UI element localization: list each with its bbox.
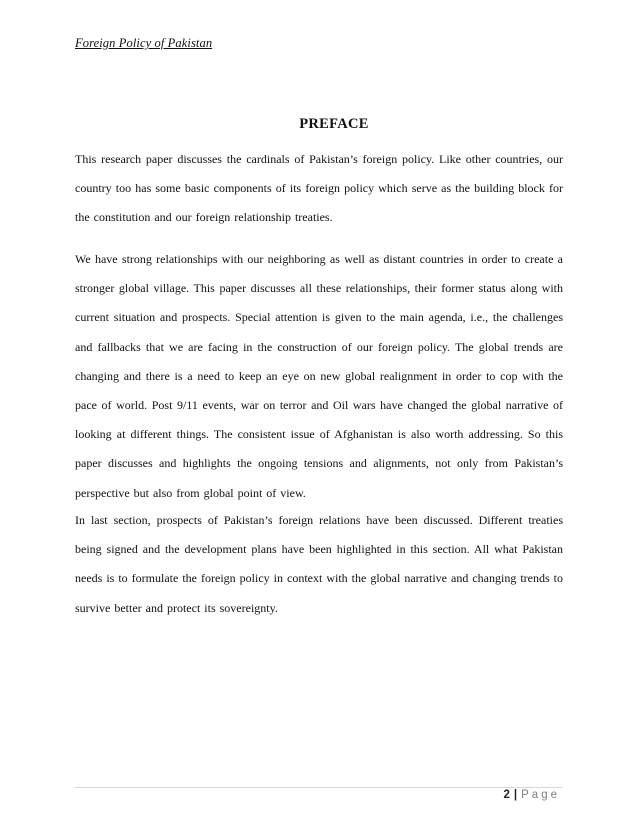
page-word: Page	[521, 789, 560, 801]
paragraph-3: In last section, prospects of Pakistan’s foreign relations have been discussed. Different treaties being signed and the development plans have been highlighted in this section. All what Pakistan needs is to formulate the foreign policy in context with the global narrative and changing trends to survive better and protect its sovereignty.	[75, 513, 563, 615]
paragraph-1: This research paper discusses the cardinals of Pakistan’s foreign policy. Like other countries, our country too has some basic components of its foreign policy which serve as the building block for the constitution and our foreign relationship treaties.	[75, 152, 563, 225]
page-separator: |	[513, 789, 518, 801]
page-heading: PREFACE	[299, 116, 369, 132]
footer-divider	[75, 787, 563, 788]
page-number-footer	[504, 789, 560, 801]
page-number: 2	[503, 789, 510, 801]
running-header-title: Foreign Policy of Pakistan	[75, 36, 213, 50]
paragraph-2: We have strong relationships with our neighboring as well as distant countries in order to create a stronger global village. This paper discusses all these relationships, their former status along with current situation and prospects. Special attention is given to the main agenda, i.e., the challenges and fallbacks that we are facing in the construction of our foreign policy. The global trends are changing and there is a need to keep an eye on new global realignment in order to cop with the pace of world. Post 9/11 events, war on terror and Oil wars have changed the global narrative of looking at different things. The consistent issue of Afghanistan is also worth addressing. So this paper discusses and highlights the ongoing tensions and alignments, not only from Pakistan’s perspective but also from global point of view.	[75, 252, 563, 500]
